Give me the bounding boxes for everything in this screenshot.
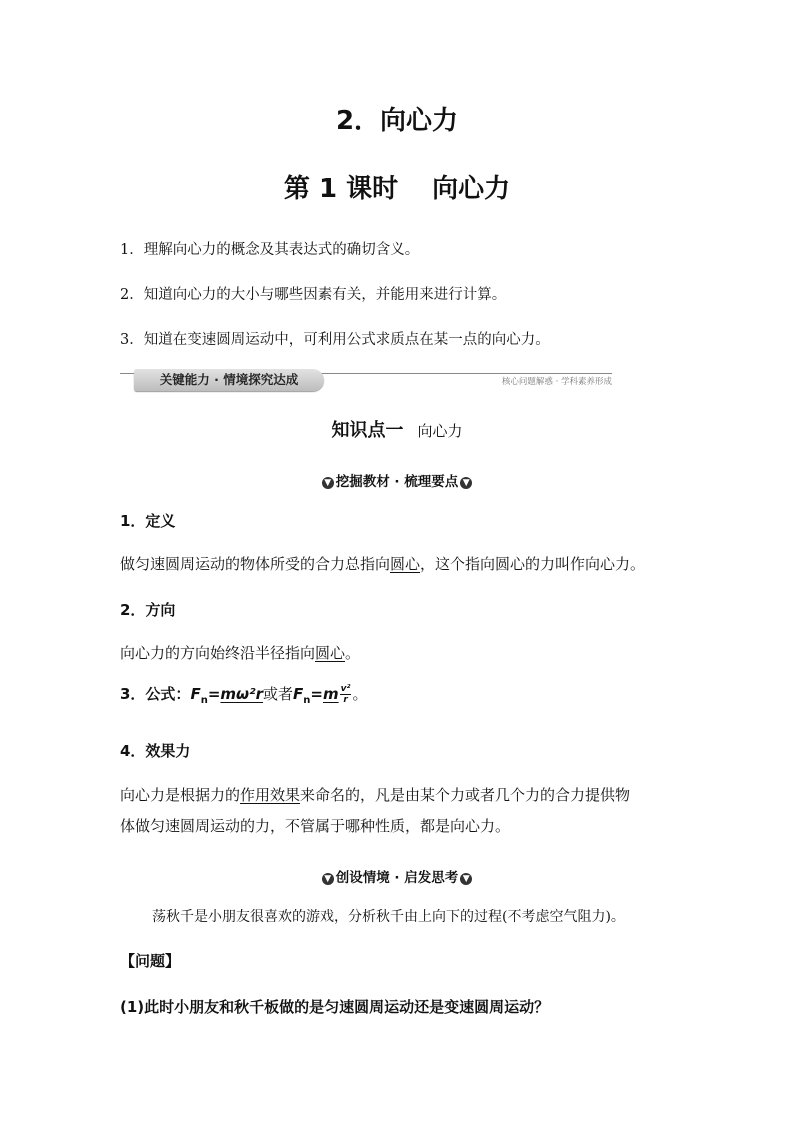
fraction [340,684,352,705]
lesson-name: 向心力 [432,174,511,204]
objective-2: 2．知道向心力的大小与哪些因素有关，并能用来进行计算。 [120,287,507,303]
scenario-text: 荡秋千是小朋友很喜欢的游戏，分析秋千由上向下的过程(不考虑空气阻力)。 [152,909,625,925]
objective-3: 3．知道在变速圆周运动中，可利用公式求质点在某一点的向心力。 [120,332,550,348]
direction-pre: 向心力的方向始终沿半径指向 [120,644,316,662]
formula-subscript-2: n [303,695,311,706]
subsection-heading-1 [0,470,794,490]
question-label: 【问题】 [120,952,181,970]
direction-post: 。 [345,644,361,662]
formula-subscript: n [200,695,208,706]
knowledge-point-label: 知识点一 [331,420,404,441]
formula-equals: = [207,685,221,703]
chevron-down-icon: ▼ [460,477,472,489]
question-1: (1)此时小朋友和秋千板做的是匀速圆周运动还是变速圆周运动？ [120,998,550,1016]
formula-expression-2 [323,685,352,703]
definition-heading: 1．定义 [120,512,176,530]
banner-note: 核心问题解惑 · 学科素养形成 [501,377,612,387]
definition-text [120,553,645,574]
banner-label: 关键能力 · 情境探究达成 [134,369,324,391]
formula-line [120,683,367,706]
subsection-heading-1-label: 挖掘教材 · 梳理要点 [335,474,459,490]
chevron-down-icon: ▼ [460,873,472,885]
formula-or: 或者 [263,685,294,703]
subsection-heading-2-label: 创设情境 · 启发思考 [335,870,459,886]
direction-blank: 圆心 [315,644,346,662]
formula-m: m [323,685,339,703]
formula-F: F [190,685,201,703]
knowledge-point-heading [0,416,794,442]
subsection-heading-2 [0,866,794,886]
direction-heading: 2．方向 [120,601,176,619]
effect-heading: 4．效果力 [120,742,191,760]
section-banner [120,369,612,393]
effect-text-line-2: 体做匀速圆周运动的力，不管属于哪种性质，都是向心力。 [120,817,511,835]
definition-post: ，这个指向圆心的力叫作向心力。 [420,555,646,573]
formula-end: 。 [352,685,368,703]
lesson-number: 第 1 课时 [283,174,399,204]
lesson-title [0,168,794,205]
knowledge-point-name: 向心力 [417,422,463,440]
direction-text [120,642,360,663]
objective-1: 1．理解向心力的概念及其表达式的确切含义。 [120,242,420,258]
definition-blank: 圆心 [390,555,421,573]
chevron-down-icon: ▼ [322,477,334,489]
formula-expression-1: mω²r [220,685,264,703]
fraction-numerator: v² [340,684,351,694]
effect-text-line-1 [120,784,630,805]
chevron-down-icon: ▼ [322,873,334,885]
chapter-title: 2．向心力 [335,106,459,136]
effect-blank: 作用效果 [240,786,301,804]
formula-equals-2: = [310,685,323,703]
formula-label: 3．公式： [120,685,191,703]
fraction-denominator: r [343,695,348,705]
effect-post: 来命名的，凡是由某个力或者几个力的合力提供物 [300,786,631,804]
formula-F-2: F [293,685,304,703]
definition-pre: 做匀速圆周运动的物体所受的合力总指向 [120,555,391,573]
effect-pre: 向心力是根据力的 [120,786,241,804]
